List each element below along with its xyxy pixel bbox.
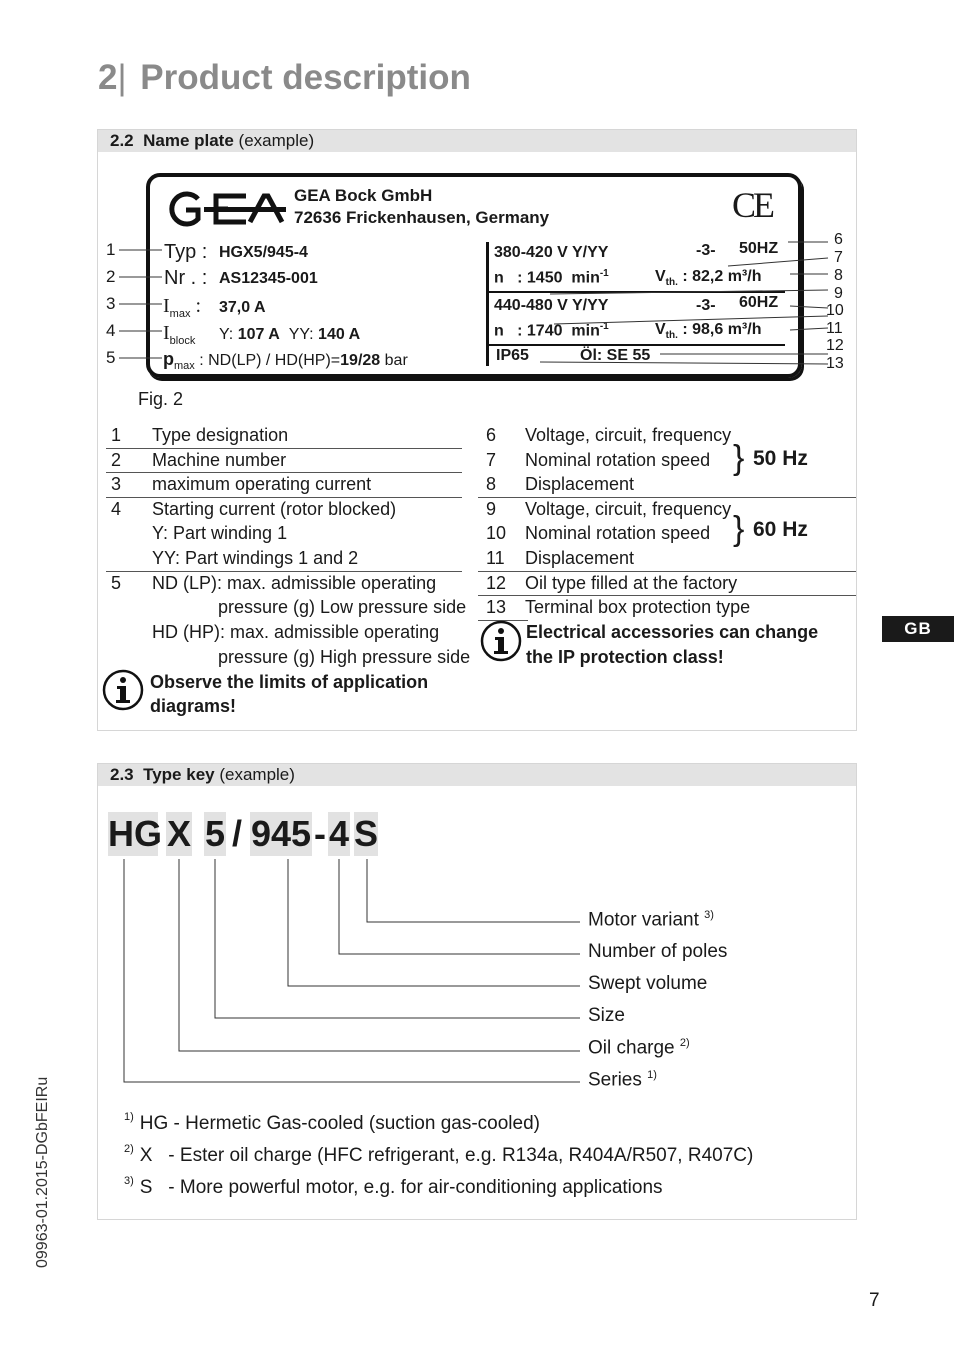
speed-60: n : 1740 $\min^{-1}$ — [494, 321, 609, 340]
legend-num-3: 3 — [111, 474, 122, 494]
callout-12: 12 — [826, 337, 844, 354]
legend-num-9: 9 — [486, 499, 497, 519]
freq-60: 60HZ — [739, 294, 779, 311]
legend-num-12: 12 — [486, 573, 507, 593]
callout-4: 4 — [106, 321, 116, 340]
legend-text-4: Starting current (rotor blocked) — [152, 499, 397, 519]
brace-50hz: } — [733, 439, 745, 477]
legend-num-6: 6 — [486, 425, 497, 445]
label-series: Series $^{1)}$ — [588, 1069, 657, 1091]
section-title: Type key — [143, 765, 215, 784]
callout-8: 8 — [834, 267, 843, 284]
vth-60: $V_{th.}$ : 98,6 m³/h — [655, 321, 762, 342]
callout-3: 3 — [106, 294, 116, 313]
type-key-poles: 4 — [328, 813, 350, 854]
imax-label: $I_{max}$ : — [163, 295, 202, 320]
legend-text-5-l4: pressure (g) High pressure side — [218, 647, 471, 667]
callout-7: 7 — [834, 249, 843, 266]
iblock-values: Y: 107 A YY: 140 A — [219, 326, 361, 343]
legend-text-9: Voltage, circuit, frequency — [525, 499, 732, 519]
callout-2: 2 — [106, 267, 116, 286]
voltage-50: 380-420 V Y/YY — [494, 244, 609, 261]
type-key-series: HG — [108, 813, 162, 854]
legend-text-3: maximum operating current — [152, 474, 372, 494]
legend-text-5-l2: pressure (g) Low pressure side — [218, 597, 467, 617]
phase-60: -3- — [696, 297, 716, 314]
chapter-title: Product description — [140, 58, 471, 97]
legend-num-13: 13 — [486, 597, 507, 617]
pmax-row: $p_{max}$ : ND(LP) / HD(HP)=19/28 bar — [163, 349, 408, 373]
chapter-divider: | — [117, 58, 127, 97]
callout-10: 10 — [826, 302, 844, 319]
legend-num-7: 7 — [486, 450, 497, 470]
legend-text-13: Terminal box protection type — [525, 597, 751, 617]
section-suffix: (example) — [238, 131, 315, 150]
company-address: 72636 Frickenhausen, Germany — [294, 208, 550, 227]
section-2-2-header — [98, 130, 856, 152]
speed-50: n : 1450 $\min^{-1}$ — [494, 268, 609, 287]
group-50hz: 50 Hz — [753, 447, 808, 470]
label-size: Size — [588, 1005, 625, 1026]
phase-50: -3- — [696, 242, 716, 259]
label-poles: Number of poles — [588, 941, 728, 962]
legend-num-1: 1 — [111, 425, 122, 445]
company-name: GEA Bock GmbH — [294, 186, 433, 205]
legend-text-4-sub2: YY: Part windings 1 and 2 — [152, 548, 359, 568]
legend-text-8: Displacement — [525, 474, 635, 494]
callout-5: 5 — [106, 348, 116, 367]
footnote-2: $^{2)}$ X - Ester oil charge (HFC refrigerant, e.g. R134a, R404A/R507, R407C) — [124, 1143, 754, 1166]
info-icon — [480, 620, 522, 662]
ip-rating: IP65 — [496, 347, 529, 364]
iblock-label: $I_{block}$ — [163, 322, 196, 347]
nr-value: AS12345-001 — [219, 270, 318, 287]
vth-50: $V_{th.}$ : 82,2 m³/h — [655, 268, 762, 289]
page-number: 7 — [869, 1290, 880, 1311]
callout-9: 9 — [834, 285, 843, 302]
callout-1: 1 — [106, 240, 116, 259]
imax-value: 37,0 A — [219, 299, 266, 316]
type-key-leaders — [100, 855, 590, 1090]
callout-11: 11 — [826, 320, 843, 337]
legend-text-10: Nominal rotation speed — [525, 523, 711, 543]
legend-num-4: 4 — [111, 499, 122, 519]
group-60hz: 60 Hz — [753, 518, 808, 541]
legend-text-4-sub1: Y: Part winding 1 — [152, 523, 288, 543]
section-number: 2.2 — [110, 131, 134, 150]
label-swept-volume: Swept volume — [588, 973, 708, 994]
freq-50: 50HZ — [739, 240, 779, 257]
nr-label: Nr . : — [164, 267, 208, 289]
chapter-heading — [98, 58, 471, 98]
figure-caption: Fig. 2 — [138, 389, 184, 409]
gea-logo — [164, 191, 286, 227]
footnote-1: $^{1)}$ HG - Hermetic Gas-cooled (suction gas-cooled) — [124, 1111, 540, 1134]
legend-num-10: 10 — [486, 523, 507, 543]
legend-text-6: Voltage, circuit, frequency — [525, 425, 732, 445]
note-limits-l2: diagrams! — [150, 696, 237, 716]
type-key-volume: 945 — [250, 813, 312, 854]
typ-value: HGX5/945-4 — [219, 244, 308, 261]
typ-label: Typ : — [164, 241, 208, 263]
legend-text-5-l1: ND (LP): max. admissible operating — [152, 573, 437, 593]
legend-num-5: 5 — [111, 573, 122, 593]
callout-leaders — [100, 230, 860, 380]
oil-type: Öl: SE 55 — [580, 347, 651, 364]
legend-text-11: Displacement — [525, 548, 635, 568]
legend-num-8: 8 — [486, 474, 497, 494]
footnote-3: $^{3)}$ S - More powerful motor, e.g. for air-conditioning applications — [124, 1175, 663, 1198]
legend-text-2: Machine number — [152, 450, 287, 470]
label-oil-charge: Oil charge $^{2)}$ — [588, 1037, 690, 1059]
brace-60hz: } — [733, 510, 745, 548]
note-ip-l1: Electrical accessories can change — [526, 622, 819, 642]
note-ip-l2: the IP protection class! — [526, 647, 724, 667]
chapter-number: 2 — [98, 58, 118, 97]
legend-text-7: Nominal rotation speed — [525, 450, 711, 470]
callout-13: 13 — [826, 355, 844, 372]
legend-text-5-l3: HD (HP): max. admissible operating — [152, 622, 440, 642]
type-key-slash: / — [231, 813, 242, 854]
info-icon — [102, 669, 144, 711]
callout-6: 6 — [834, 231, 843, 248]
section-suffix: (example) — [219, 765, 295, 784]
ce-mark: CE — [732, 185, 773, 225]
legend-text-1: Type designation — [152, 425, 289, 445]
legend-num-11: 11 — [486, 548, 505, 568]
type-key-size: 5 — [204, 813, 226, 854]
section-number: 2.3 — [110, 765, 134, 784]
voltage-60: 440-480 V Y/YY — [494, 297, 609, 314]
label-motor-variant: Motor variant $^{3)}$ — [588, 909, 714, 931]
note-limits-l1: Observe the limits of application — [150, 672, 429, 692]
language-tab: GB — [882, 616, 954, 642]
section-title: Name plate — [143, 131, 234, 150]
type-key-dash: - — [314, 813, 326, 854]
type-key-variant: S — [354, 813, 379, 854]
type-key-oil: X — [166, 813, 191, 854]
document-code: 09963-01.2015-DGbFEIRu — [34, 1076, 51, 1268]
section-2-3-header — [98, 764, 856, 786]
legend-num-2: 2 — [111, 450, 122, 470]
legend-text-12: Oil type filled at the factory — [525, 573, 738, 593]
